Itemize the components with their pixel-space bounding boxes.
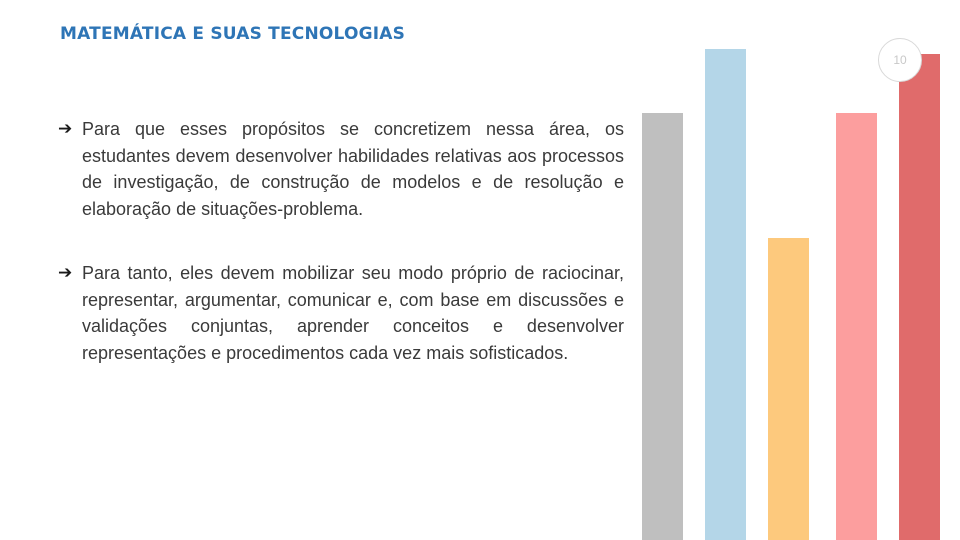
decorative-bar-pink [836,113,877,540]
decorative-bar-orange [768,238,809,540]
bullet-item [58,116,624,222]
decorative-bar-blue [705,49,746,540]
decorative-bar-gray [642,113,683,540]
page-number-badge: 10 [878,38,922,82]
bullet-item [58,260,624,366]
bullet-text: Para que esses propósitos se concretizem nessa área, os estudantes devem desenvolver habilidades relativas aos processos de investigação, de construção de modelos e de resolução e elaboração de situações-problema. [82,119,624,219]
right-arrow-icon: ➔ [58,263,73,283]
right-arrow-icon: ➔ [58,119,73,139]
decorative-bar-red [899,54,940,540]
slide-title: MATEMÁTICA E SUAS TECNOLOGIAS [60,24,406,44]
bullet-text: Para tanto, eles devem mobilizar seu modo próprio de raciocinar, representar, argumentar, comunicar e, com base em discussões e validações conjuntas, aprender conceitos e desenvolver representações e procedimentos cada vez mais sofisticados. [82,263,624,363]
